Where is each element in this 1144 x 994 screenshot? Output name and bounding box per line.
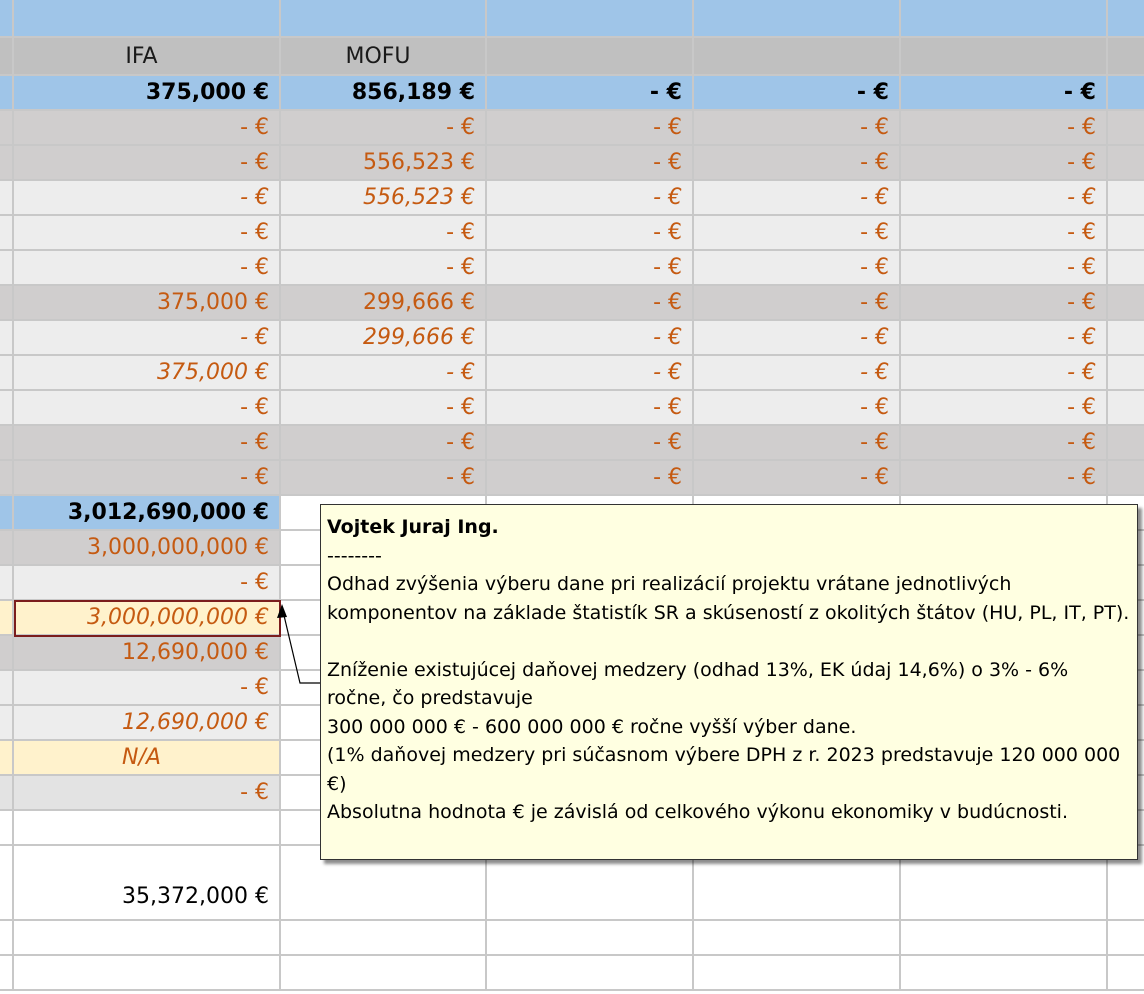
value-cell[interactable]: - € xyxy=(901,391,1108,426)
value-cell[interactable]: - € xyxy=(694,111,901,146)
ifa-value-cell[interactable]: 35,372,000 € xyxy=(14,846,281,921)
ifa-value-cell[interactable]: - € xyxy=(14,391,281,426)
cell[interactable] xyxy=(0,76,14,111)
comment-author: Vojtek Juraj Ing. xyxy=(327,516,499,538)
value-cell[interactable]: - € xyxy=(487,76,694,111)
cell[interactable] xyxy=(0,286,14,321)
table-row xyxy=(0,181,1144,216)
ifa-value-cell[interactable]: - € xyxy=(14,461,281,496)
cell[interactable] xyxy=(0,426,14,461)
value-cell[interactable]: - € xyxy=(487,111,694,146)
value-cell[interactable]: - € xyxy=(694,76,901,111)
comment-line-b: 300 000 000 € - 600 000 000 € ročne vyšší výber dane. xyxy=(327,715,857,738)
ifa-value-cell[interactable]: 12,690,000 € xyxy=(14,706,281,741)
ifa-value-cell[interactable]: - € xyxy=(14,321,281,356)
cell[interactable] xyxy=(0,391,14,426)
cell[interactable] xyxy=(0,531,14,566)
value-cell[interactable]: - € xyxy=(487,146,694,181)
value-cell[interactable]: - € xyxy=(694,146,901,181)
ifa-value-cell[interactable]: 3,000,000,000 € xyxy=(14,601,281,636)
ifa-value-cell[interactable]: 12,690,000 € xyxy=(14,636,281,671)
value-cell[interactable]: - € xyxy=(694,391,901,426)
cell[interactable] xyxy=(901,0,1108,38)
value-cell[interactable]: - € xyxy=(901,181,1108,216)
value-cell[interactable]: - € xyxy=(694,286,901,321)
value-cell[interactable]: - € xyxy=(487,426,694,461)
cell[interactable] xyxy=(0,146,14,181)
cell[interactable] xyxy=(1108,0,1144,38)
comment-line-d: Absolutna hodnota € je závislá od celkového výkonu ekonomiky v budúcnosti. xyxy=(327,801,1068,823)
cell[interactable] xyxy=(0,111,14,146)
ifa-value-cell[interactable]: - € xyxy=(14,251,281,286)
ifa-value-cell[interactable]: - € xyxy=(14,776,281,811)
ifa-value-cell[interactable]: 3,012,690,000 € xyxy=(14,496,281,531)
table-row xyxy=(0,146,1144,181)
table-row xyxy=(0,251,1144,286)
value-cell[interactable]: - € xyxy=(694,251,901,286)
value-cell[interactable]: - € xyxy=(694,216,901,251)
cell[interactable] xyxy=(1108,956,1144,991)
cell[interactable] xyxy=(0,0,14,38)
cell[interactable] xyxy=(1108,146,1144,181)
cell[interactable] xyxy=(1108,251,1144,286)
ifa-value-cell[interactable]: - € xyxy=(14,671,281,706)
cell[interactable] xyxy=(901,921,1108,956)
cell[interactable] xyxy=(694,921,901,956)
value-cell[interactable]: - € xyxy=(901,146,1108,181)
ifa-value-cell[interactable]: - € xyxy=(14,111,281,146)
cell[interactable] xyxy=(487,0,694,38)
ifa-value-cell[interactable]: 375,000 € xyxy=(14,76,281,111)
value-cell[interactable]: - € xyxy=(901,426,1108,461)
cell[interactable] xyxy=(1108,921,1144,956)
ifa-value-cell[interactable] xyxy=(14,811,281,846)
cell[interactable] xyxy=(1108,38,1144,76)
cell[interactable] xyxy=(0,956,14,991)
cell[interactable] xyxy=(281,956,487,991)
cell[interactable] xyxy=(0,846,14,921)
value-cell[interactable]: - € xyxy=(694,356,901,391)
total-row xyxy=(0,76,1144,111)
mofu-header-cell[interactable]: MOFU xyxy=(281,38,487,76)
cell[interactable] xyxy=(694,956,901,991)
mofu-value-cell[interactable]: 856,189 € xyxy=(281,76,487,111)
table-row xyxy=(0,461,1144,496)
cell[interactable] xyxy=(1108,76,1144,111)
mofu-value-cell[interactable]: - € xyxy=(281,216,487,251)
ifa-header-cell[interactable]: IFA xyxy=(14,38,281,76)
mofu-value-cell[interactable]: 556,523 € xyxy=(281,181,487,216)
cell[interactable] xyxy=(281,0,487,38)
value-cell[interactable]: - € xyxy=(487,391,694,426)
value-cell[interactable]: - € xyxy=(487,286,694,321)
cell[interactable] xyxy=(0,216,14,251)
cell[interactable] xyxy=(0,776,14,811)
value-cell[interactable]: - € xyxy=(901,461,1108,496)
value-cell[interactable]: - € xyxy=(694,181,901,216)
cell[interactable] xyxy=(0,461,14,496)
value-cell[interactable]: - € xyxy=(694,426,901,461)
table-row xyxy=(0,426,1144,461)
value-cell[interactable]: - € xyxy=(487,216,694,251)
cell[interactable] xyxy=(0,741,14,776)
cell[interactable] xyxy=(0,356,14,391)
comment-separator: -------- xyxy=(327,544,382,567)
cell[interactable] xyxy=(694,0,901,38)
cell[interactable] xyxy=(0,811,14,846)
column-label-row xyxy=(0,38,1144,76)
cell-comment-popup xyxy=(320,504,1138,860)
ifa-value-cell[interactable] xyxy=(14,921,281,956)
comment-line-c: (1% daňovej medzery pri súčasnom výbere DPH z r. 2023 predstavuje 120 000 000 €) xyxy=(327,744,1121,795)
table-row xyxy=(0,286,1144,321)
cell[interactable] xyxy=(901,38,1108,76)
mofu-value-cell[interactable]: 299,666 € xyxy=(281,321,487,356)
cell[interactable] xyxy=(0,251,14,286)
value-cell[interactable]: - € xyxy=(694,321,901,356)
value-cell[interactable]: - € xyxy=(901,111,1108,146)
table-row xyxy=(0,111,1144,146)
cell[interactable] xyxy=(1108,111,1144,146)
mofu-value-cell[interactable]: - € xyxy=(281,111,487,146)
ifa-value-cell[interactable]: - € xyxy=(14,216,281,251)
cell[interactable] xyxy=(901,956,1108,991)
table-row xyxy=(0,356,1144,391)
cell[interactable] xyxy=(0,496,14,531)
cell[interactable] xyxy=(1108,181,1144,216)
cell[interactable] xyxy=(1108,286,1144,321)
ifa-value-cell[interactable]: 375,000 € xyxy=(14,356,281,391)
value-cell[interactable]: - € xyxy=(901,286,1108,321)
cell[interactable] xyxy=(281,921,487,956)
cell[interactable] xyxy=(0,38,14,76)
cell[interactable] xyxy=(1108,356,1144,391)
cell[interactable] xyxy=(1108,461,1144,496)
ifa-value-cell[interactable] xyxy=(14,956,281,991)
cell[interactable] xyxy=(0,636,14,671)
table-row xyxy=(0,921,1144,956)
ifa-value-cell[interactable]: - € xyxy=(14,426,281,461)
cell[interactable] xyxy=(0,321,14,356)
cell[interactable] xyxy=(0,566,14,601)
table-row xyxy=(0,216,1144,251)
ifa-value-cell[interactable]: 375,000 € xyxy=(14,286,281,321)
value-cell[interactable]: - € xyxy=(901,76,1108,111)
cell[interactable] xyxy=(0,706,14,741)
cell[interactable] xyxy=(487,38,694,76)
cell[interactable] xyxy=(694,38,901,76)
value-cell[interactable]: - € xyxy=(487,461,694,496)
mofu-value-cell[interactable]: - € xyxy=(281,391,487,426)
ifa-value-cell[interactable]: - € xyxy=(14,181,281,216)
table-row xyxy=(0,391,1144,426)
cell[interactable] xyxy=(0,181,14,216)
table-row xyxy=(0,321,1144,356)
cell[interactable] xyxy=(1108,321,1144,356)
mofu-value-cell[interactable]: 299,666 € xyxy=(281,286,487,321)
selected-cell-cursor xyxy=(14,600,281,637)
cell[interactable] xyxy=(0,601,14,636)
cell[interactable] xyxy=(0,921,14,956)
value-cell[interactable]: - € xyxy=(901,251,1108,286)
cell[interactable] xyxy=(487,921,694,956)
value-cell[interactable]: - € xyxy=(694,461,901,496)
cell[interactable] xyxy=(1108,391,1144,426)
cell[interactable] xyxy=(1108,216,1144,251)
ifa-value-cell[interactable]: - € xyxy=(14,566,281,601)
mofu-value-cell[interactable]: - € xyxy=(281,461,487,496)
cell[interactable] xyxy=(487,956,694,991)
value-cell[interactable]: - € xyxy=(487,181,694,216)
value-cell[interactable]: - € xyxy=(487,321,694,356)
value-cell[interactable]: - € xyxy=(901,216,1108,251)
ifa-value-cell[interactable]: - € xyxy=(14,146,281,181)
mofu-value-cell[interactable]: 556,523 € xyxy=(281,146,487,181)
comment-spacer xyxy=(327,627,1131,656)
cell[interactable] xyxy=(0,671,14,706)
mofu-value-cell[interactable]: - € xyxy=(281,356,487,391)
table-row xyxy=(0,956,1144,991)
comment-line-a: Zníženie existujúcej daňovej medzery (odhad 13%, EK údaj 14,6%) o 3% - 6% ročne, čo predstavuje xyxy=(327,658,1069,709)
cell[interactable] xyxy=(14,0,281,38)
value-cell[interactable]: - € xyxy=(487,356,694,391)
value-cell[interactable]: - € xyxy=(487,251,694,286)
value-cell[interactable]: - € xyxy=(901,356,1108,391)
mofu-value-cell[interactable]: - € xyxy=(281,251,487,286)
mofu-value-cell[interactable]: - € xyxy=(281,426,487,461)
header-band-row xyxy=(0,0,1144,38)
ifa-value-cell[interactable]: 3,000,000,000 € xyxy=(14,531,281,566)
ifa-value-cell[interactable]: N/A xyxy=(14,741,281,776)
cell[interactable] xyxy=(1108,426,1144,461)
comment-paragraph-1: Odhad zvýšenia výberu dane pri realizácií projektu vrátane jednotlivých komponentov na základe štatistík SR a skúseností z okolitých štátov (HU, PL, IT, PT). xyxy=(327,573,1130,624)
value-cell[interactable]: - € xyxy=(901,321,1108,356)
